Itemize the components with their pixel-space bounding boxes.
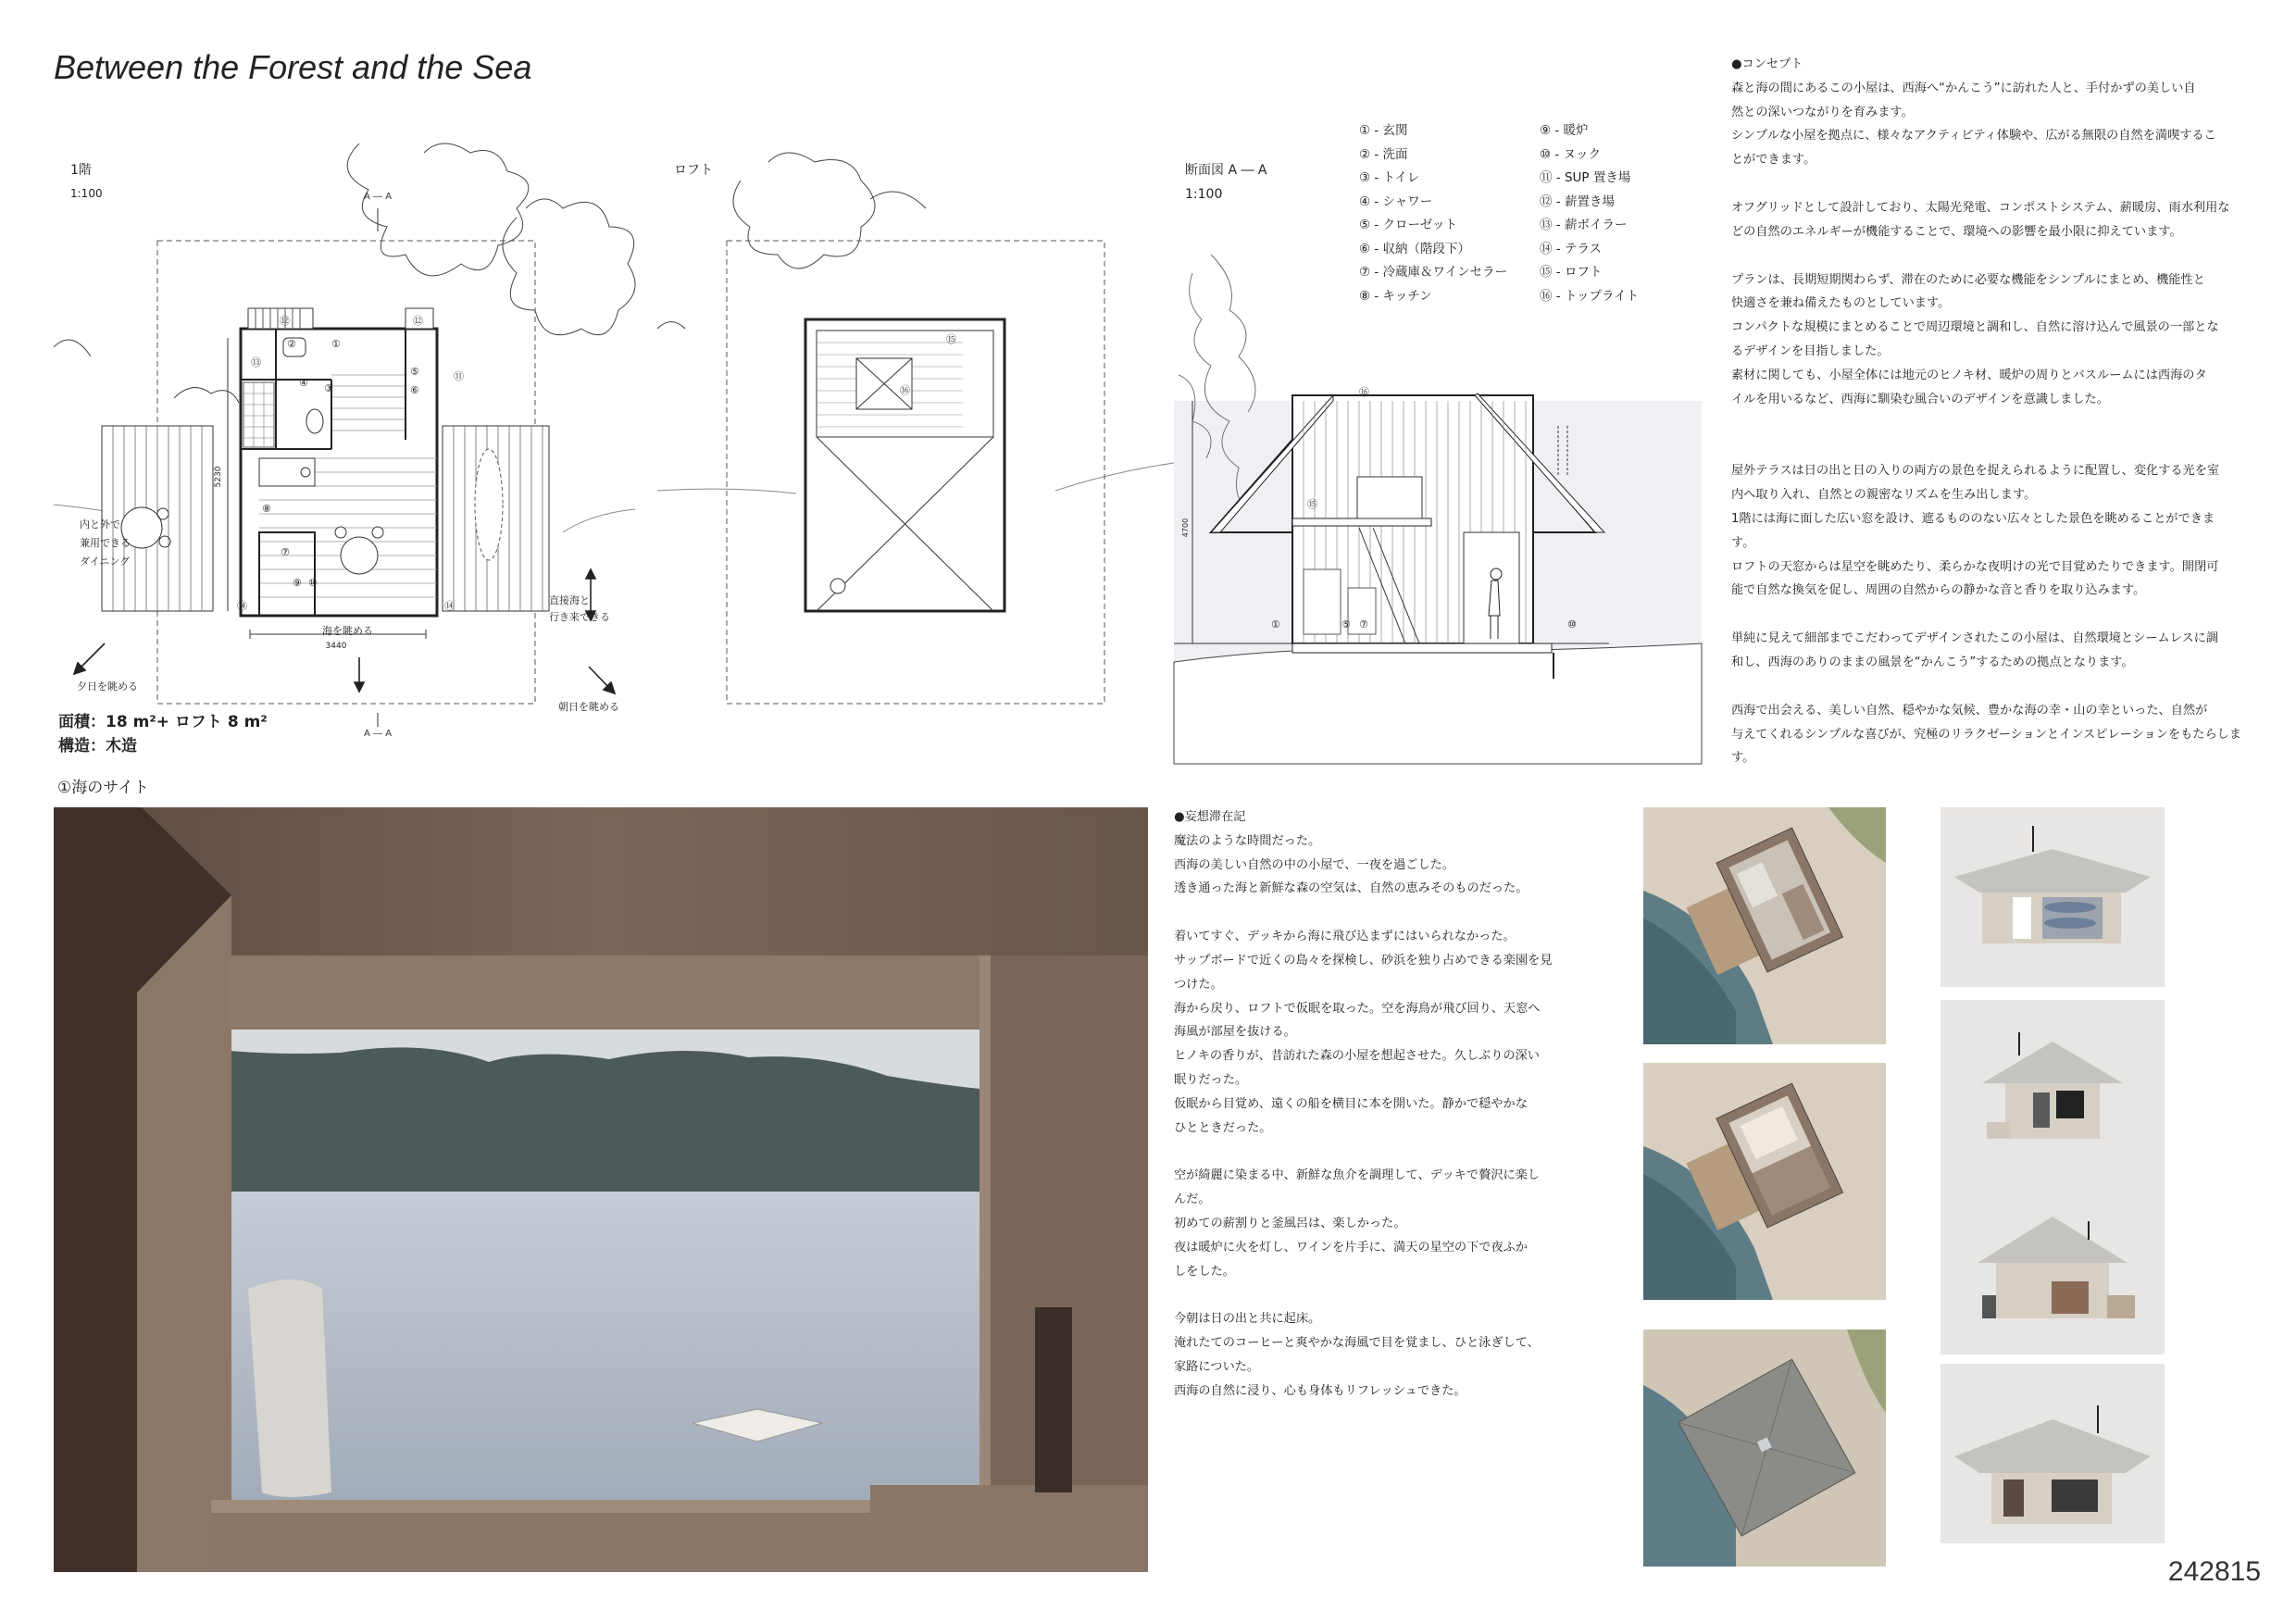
svg-text:⑯: ⑯ xyxy=(1359,386,1369,398)
note-sunset: 夕日を眺める xyxy=(77,680,138,693)
legend-col-2: ⑨ - 暖炉 ⑩ - ヌック ⑪ - SUP 置き場 ⑫ - 薪置き場 ⑬ - 薪ボイラー ⑭ - テラス ⑮ - ロフト ⑯ - トップライト xyxy=(1540,123,1640,304)
svg-text:⑤: ⑤ xyxy=(410,366,419,378)
floor-plan-loft xyxy=(657,144,1174,764)
svg-text:①: ① xyxy=(1271,618,1280,630)
concept-text: ●コンセプト 森と海の間にあるこの小屋は、西海へ“かんこう”に訪れた人と、手付かずの美しい自 然との深いつながりを育みます。 シンプルな小屋を拠点に、様々なアクティビティ体験や、広がる無限の自然を満喫するこ とができます。 オフグリッドとして設計しており、太陽光発電、コンポストシステム、薪暖房、雨水利用な どの自然のエネルギーが機能することで、環境への影響を最小限に抑えています。 プランは、長期短期関わらず、滞在のために必要な機能をシンプルにまとめ、機能性と 快適さを兼ね備えたものとしています。 コンパクトな規模にまとめることで周辺環境と調和し、自然に溶け込んで風景の一部とな るデザインを目指しました。 素材に関しても、小屋全体には地元のヒノキ材、暖炉の周りとバスルームには西海のタ イルを用いるなど、西海に馴染む風合いのデザインを意識しました。 屋外テラスは日の出と日の入りの両方の景色を捉えられるように配置し、変化する光を室 内へ取り入れ、自然との親密なリズムを生み出します。 1階には海に面した広い窓を設け、遮るもののない広々とした景色を眺めることができま す。 ロフトの天窓からは星空を眺めたり、柔らかな夜明けの光で目覚めたりできます。開閉可 能で自然な換気を促し、周囲の自然からの静かな音と香りを取り込みます。 単純に見えて細部までこだわってデザインされたこの小屋は、自然環境とシームレスに調 和し、西海のありのままの風景を“かんこう”するための拠点となります。 西海で出会える、美しい自然、穏やかな気候、豊かな海の幸・山の幸といった、自然が 与えてくれるシンプルな喜びが、究極のリラクゼーションとインスピレーションをもたらしま す。 xyxy=(1731,53,2264,770)
interior-rendering xyxy=(54,807,1148,1572)
svg-text:⑦: ⑦ xyxy=(281,546,290,558)
svg-text:①: ① xyxy=(331,338,341,350)
elevation-1 xyxy=(1940,807,2165,987)
aerial-render-3 xyxy=(1643,1330,1886,1567)
section-dim: 4700 xyxy=(1181,518,1190,538)
note-sunrise: 朝日を眺める xyxy=(558,701,619,713)
svg-text:②: ② xyxy=(287,338,296,350)
structure-text: 構造：木造 xyxy=(58,737,137,755)
floor-plan-1f xyxy=(54,144,635,764)
dim-width: 3440 xyxy=(325,642,347,651)
concept-heading: ●コンセプト xyxy=(1731,57,1803,71)
note-dining-1: 内と外で xyxy=(80,518,120,531)
elevation-4 xyxy=(1940,1364,2165,1543)
svg-text:⑧: ⑧ xyxy=(262,503,271,515)
note-dining-3: ダイニング xyxy=(80,556,131,568)
loft-plan-drawing xyxy=(657,144,1174,764)
svg-text:⑦: ⑦ xyxy=(1359,618,1368,630)
svg-text:⑩: ⑩ xyxy=(1567,618,1577,630)
note-direct-sea-1: 直接海と xyxy=(549,594,590,606)
svg-text:⑨: ⑨ xyxy=(293,577,302,589)
story-text: ●妄想滞在記 魔法のような時間だった。 西海の美しい自然の中の小屋で、一夜を過ごした。 透き通った海と新鮮な森の空気は、自然の恵みそのものだった。 着いてすぐ、デッキから海に飛び込まずにはいられなかった。 サップボードで近くの島々を探検し、砂浜を独り占めできる楽園を見 つけた。 海から戻り、ロフトで仮眠を取った。空を海鳥が飛び回り、天窓へ 海風が部屋を抜ける。 ヒノキの香りが、昔訪れた森の小屋を想起させた。久しぶりの深い 眠りだった。 仮眠から目覚め、遠くの船を横目に本を開いた。静かで穏やかな ひとときだった。 空が綺麗に染まる中、新鮮な魚介を調理して、デッキで贅沢に楽し んだ。 初めての薪割りと釜風呂は、楽しかった。 夜は暖炉に火を灯し、ワインを片手に、満天の星空の下で夜ふか しをした。 今朝は日の出と共に起床。 淹れたてのコーヒーと爽やかな海風で目を覚まし、ひと泳ぎして、 家路についた。 西海の自然に浸り、心も身体もリフレッシュできた。 xyxy=(1174,805,1581,1404)
svg-text:⑯: ⑯ xyxy=(900,384,910,396)
project-title: Between the Forest and the Sea xyxy=(54,48,532,86)
svg-text:⑩: ⑩ xyxy=(308,577,318,589)
story-heading: ●妄想滞在記 xyxy=(1174,810,1246,824)
svg-text:⑪: ⑪ xyxy=(454,370,464,382)
section-scale: 1:100 xyxy=(1185,187,1223,202)
svg-text:⑤: ⑤ xyxy=(1341,618,1351,630)
section-label: 断面図 A ― A xyxy=(1185,163,1267,178)
entry-id: 242815 xyxy=(2167,1556,2261,1587)
elevation-3 xyxy=(1940,1175,2165,1355)
svg-text:⑫: ⑫ xyxy=(280,315,290,327)
legend-col-1: ① - 玄関 ② - 洗面 ③ - トイレ ④ - シャワー ⑤ - クローゼット ⑥ - 収納（階段下） ⑦ - 冷蔵庫＆ワインセラー ⑧ - キッチン xyxy=(1359,123,1508,304)
svg-text:A ― A: A ― A xyxy=(364,729,393,739)
svg-text:⑭: ⑭ xyxy=(444,600,455,612)
plan1-scale: 1:100 xyxy=(70,187,103,200)
svg-text:④: ④ xyxy=(299,377,308,389)
svg-text:⑫: ⑫ xyxy=(413,315,423,327)
dim-height: 5230 xyxy=(214,466,223,488)
svg-text:⑬: ⑬ xyxy=(251,356,261,368)
note-direct-sea-2: 行き来できる xyxy=(549,611,610,623)
svg-text:⑥: ⑥ xyxy=(410,384,419,396)
svg-text:⑮: ⑮ xyxy=(946,333,956,345)
plan1-label: 1階 xyxy=(70,163,92,178)
section-mark-top: A ― A xyxy=(364,192,393,202)
aerial-render-2 xyxy=(1643,1063,1886,1300)
note-sea-view: 海を眺める xyxy=(322,625,373,637)
aerial-render-1 xyxy=(1643,807,1886,1044)
loft-label: ロフト xyxy=(674,163,713,178)
svg-text:③: ③ xyxy=(324,382,333,394)
photo-caption: ①海のサイト xyxy=(57,779,150,797)
svg-text:⑭: ⑭ xyxy=(237,600,247,612)
floor-plan-drawing xyxy=(54,144,635,764)
elevation-2 xyxy=(1940,1000,2165,1180)
area-text: 面積：18 m²+ ロフト 8 m² xyxy=(58,713,268,731)
svg-text:⑮: ⑮ xyxy=(1307,498,1317,510)
note-dining-2: 兼用できる xyxy=(80,537,131,549)
section-drawing xyxy=(1174,123,1702,764)
